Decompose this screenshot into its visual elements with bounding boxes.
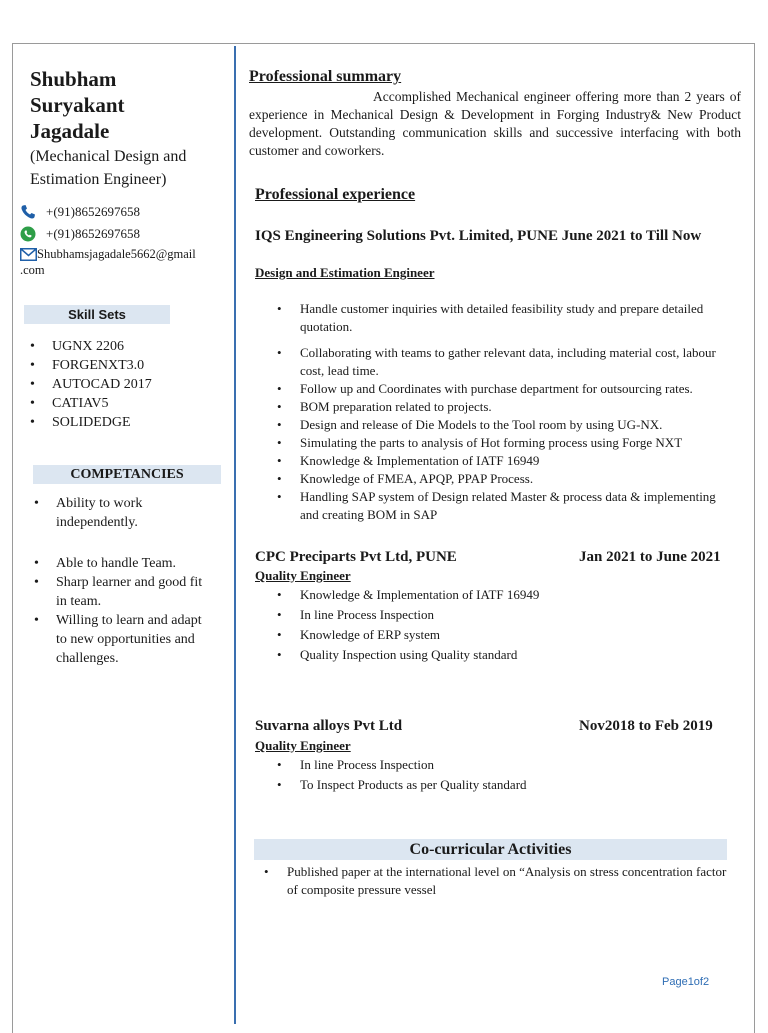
job-company: CPC Preciparts Pvt Ltd, PUNE [255, 549, 457, 565]
phone-icon [20, 204, 36, 220]
professional-summary-heading: Professional summary [249, 68, 402, 85]
list-item: • Follow up and Coordinates with purchase department for outsourcing rates. [255, 380, 733, 398]
list-item: • Design and release of Die Models to the Tool room by using UG-NX. [255, 416, 733, 434]
job-responsibilities [255, 585, 733, 665]
list-item: • Quality Inspection using Quality standard [255, 645, 733, 665]
activities-list [242, 863, 737, 899]
phone-number: +(91)8652697658 [46, 204, 140, 219]
candidate-name-line1: Shubham [30, 67, 117, 91]
candidate-name-line3: Jagadale [30, 119, 110, 143]
list-item: • In line Process Inspection [255, 755, 733, 775]
page-number: Page1of2 [662, 976, 710, 988]
column-divider [234, 46, 236, 1024]
competency-item: • Able to handle Team. [24, 554, 214, 573]
email-contact[interactable] [20, 246, 196, 278]
competency-item: • Willing to learn and adapt to new opportunities and challenges. [24, 611, 214, 668]
skill-list [20, 337, 152, 432]
job-role: Quality Engineer [255, 568, 351, 583]
competency-item: • Ability to work independently. [24, 494, 214, 532]
job-responsibilities [255, 755, 733, 795]
phone-contact[interactable] [20, 204, 140, 220]
list-item: • Simulating the parts to analysis of Hot forming process using Forge NXT [255, 434, 733, 452]
skill-item: • AUTOCAD 2017 [20, 375, 152, 394]
competency-list [24, 494, 214, 668]
list-item: • Knowledge & Implementation of IATF 16949 [255, 452, 733, 470]
skill-item: • FORGENXT3.0 [20, 356, 152, 375]
skill-item: • CATIAV5 [20, 394, 152, 413]
list-item: • To Inspect Products as per Quality standard [255, 775, 733, 795]
candidate-title-line1: (Mechanical Design and [30, 148, 187, 165]
list-item: • Handle customer inquiries with detailed feasibility study and prepare detailed quotation. [255, 300, 733, 336]
list-item: • Knowledge of ERP system [255, 625, 733, 645]
job-dates: Nov2018 to Feb 2019 [579, 718, 713, 734]
whatsapp-contact[interactable] [20, 226, 140, 242]
job-company: Suvarna alloys Pvt Ltd [255, 718, 403, 734]
competencies-heading: COMPETANCIES [33, 465, 221, 484]
list-item: • Published paper at the international level on “Analysis on stress concentration factor of composite pressure vessel [242, 863, 737, 899]
whatsapp-number: +(91)8652697658 [46, 226, 140, 241]
list-item: • Handling SAP system of Design related Master & process data & implementing and creating BOM in SAP [255, 488, 733, 524]
email-address-line2: .com [20, 263, 45, 277]
whatsapp-icon [20, 226, 36, 242]
job-role: Quality Engineer [255, 738, 351, 753]
candidate-title-line2: Estimation Engineer) [30, 171, 167, 188]
list-item: • BOM preparation related to projects. [255, 398, 733, 416]
email-icon [20, 247, 37, 261]
job-role: Design and Estimation Engineer [255, 265, 435, 280]
job-dates: Jan 2021 to June 2021 [579, 549, 721, 565]
list-item: • In line Process Inspection [255, 605, 733, 625]
candidate-header [20, 66, 220, 190]
job-company: IQS Engineering Solutions Pvt. Limited, PUNE June 2021 to Till Now [255, 228, 702, 244]
list-item: • Collaborating with teams to gather relevant data, including material cost, labour cost, lead time. [255, 344, 733, 380]
skill-sets-heading: Skill Sets [24, 305, 170, 324]
candidate-name-line2: Suryakant [30, 93, 125, 117]
list-item: • Knowledge & Implementation of IATF 16949 [255, 585, 733, 605]
list-item: • Knowledge of FMEA, APQP, PPAP Process. [255, 470, 733, 488]
professional-summary-text: Accomplished Mechanical engineer offering more than 2 years of experience in Mechanical Design & Development in Forging Industry& New Product development. Outstanding communication skills and successive interfacing with both customer and coworkers. [249, 89, 741, 158]
co-curricular-heading: Co-curricular Activities [254, 839, 727, 860]
email-address-line1: Shubhamsjagadale5662@gmail [37, 247, 196, 261]
competency-item: • Sharp learner and good fit in team. [24, 573, 214, 611]
professional-experience-heading: Professional experience [255, 186, 416, 203]
skill-item: • UGNX 2206 [20, 337, 152, 356]
skill-item: • SOLIDEDGE [20, 413, 152, 432]
job-responsibilities [255, 300, 733, 524]
